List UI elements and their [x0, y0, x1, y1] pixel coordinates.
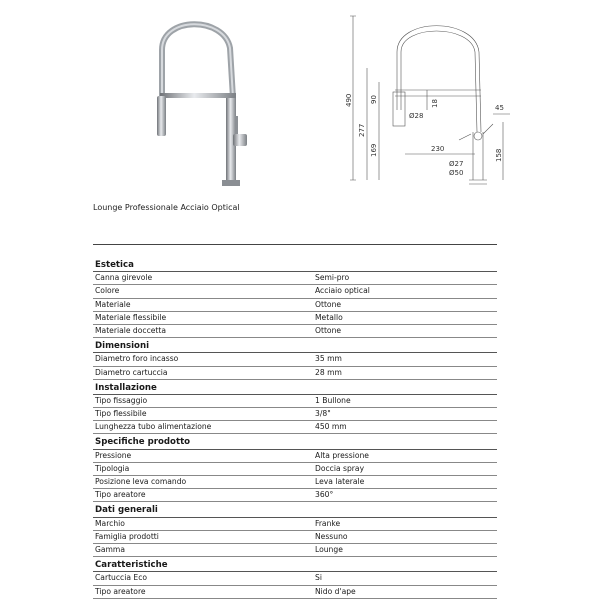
section-heading: Estetica: [93, 259, 497, 272]
spec-value: Semi-pro: [315, 273, 350, 283]
spec-value: Nessuno: [315, 531, 348, 541]
dim-90: 90: [370, 95, 378, 104]
section-heading: Dimensioni: [93, 340, 497, 353]
spec-value: Ottone: [315, 325, 342, 335]
spec-label: Tipologia: [95, 463, 130, 473]
dim-45: 45: [495, 104, 504, 112]
spec-row: [93, 531, 497, 544]
spec-value: Nido d'ape: [315, 586, 356, 596]
spec-value: Ottone: [315, 299, 342, 309]
section-heading: Dati generali: [93, 504, 497, 517]
spec-value: 3/8": [315, 409, 331, 419]
spec-label: Tipo areatore: [95, 490, 146, 500]
spec-label: Colore: [95, 286, 120, 296]
spec-label: Pressione: [95, 450, 132, 460]
spec-row: [93, 353, 497, 366]
spec-row: [93, 408, 497, 421]
spec-label: Diametro cartuccia: [95, 367, 168, 377]
section-heading: Specifiche prodotto: [93, 436, 497, 449]
spec-value: 35 mm: [315, 354, 342, 364]
spec-label: Diametro foro incasso: [95, 354, 179, 364]
spec-row: [93, 572, 497, 585]
spec-row: [93, 489, 497, 502]
spec-label: Cartuccia Eco: [95, 573, 148, 583]
spec-value: Leva laterale: [315, 477, 365, 486]
spec-row: [93, 450, 497, 463]
spec-label: Canna girevole: [95, 273, 153, 283]
spec-row: [93, 367, 497, 380]
dim-158: 158: [495, 148, 503, 162]
spec-label: Tipo fissaggio: [95, 395, 148, 405]
dim-28: Ø28: [409, 112, 424, 120]
spec-label: Tipo areatore: [95, 586, 146, 596]
spec-row: [93, 421, 497, 434]
spec-label: Marchio: [95, 518, 125, 528]
spec-label: Lunghezza tubo alimentazione: [95, 422, 212, 432]
spec-row: [93, 476, 497, 489]
spec-value: Franke: [315, 518, 341, 528]
spec-row: [93, 463, 497, 476]
product-caption: Lounge Professionale Acciaio Optical: [93, 203, 240, 212]
section-heading: Installazione: [93, 382, 497, 395]
spec-row: [93, 272, 497, 285]
dim-230: 230: [431, 145, 445, 153]
spec-row: [93, 395, 497, 408]
spec-label: Materiale doccetta: [95, 325, 167, 335]
spec-value: Si: [315, 573, 322, 583]
spec-row: [93, 325, 497, 338]
product-photo: [140, 8, 270, 193]
dim-27: Ø27: [449, 160, 464, 168]
dim-277: 277: [358, 123, 366, 137]
spec-label: Famiglia prodotti: [95, 531, 159, 541]
spec-value: 450 mm: [315, 422, 347, 432]
section-heading: Caratteristiche: [93, 559, 497, 572]
dim-18: 18: [431, 99, 439, 108]
spec-row: [93, 312, 497, 325]
spec-value: Acciaio optical: [315, 286, 370, 296]
spec-table: [93, 244, 497, 599]
spec-row: [93, 544, 497, 557]
spec-value: Alta pressione: [315, 450, 369, 460]
spec-label: Tipo flessibile: [95, 409, 147, 419]
spec-label: Materiale flessibile: [95, 312, 167, 322]
spec-value: Metallo: [315, 312, 343, 322]
spec-value: Doccia spray: [315, 463, 365, 473]
spec-label: Posizione leva comando: [95, 477, 187, 486]
spec-label: Gamma: [95, 544, 125, 554]
spec-row: [93, 299, 497, 312]
spec-row: [93, 285, 497, 298]
dim-169: 169: [370, 143, 378, 157]
technical-drawing: [345, 12, 515, 192]
spec-value: 1 Bullone: [315, 395, 351, 405]
spec-value: 28 mm: [315, 367, 342, 377]
dim-50: Ø50: [449, 169, 464, 177]
spec-value: 360°: [315, 490, 334, 500]
spec-label: Materiale: [95, 299, 131, 309]
spec-row: [93, 586, 497, 599]
spec-value: Lounge: [315, 544, 343, 554]
spec-row: [93, 518, 497, 531]
dim-490: 490: [345, 93, 353, 107]
